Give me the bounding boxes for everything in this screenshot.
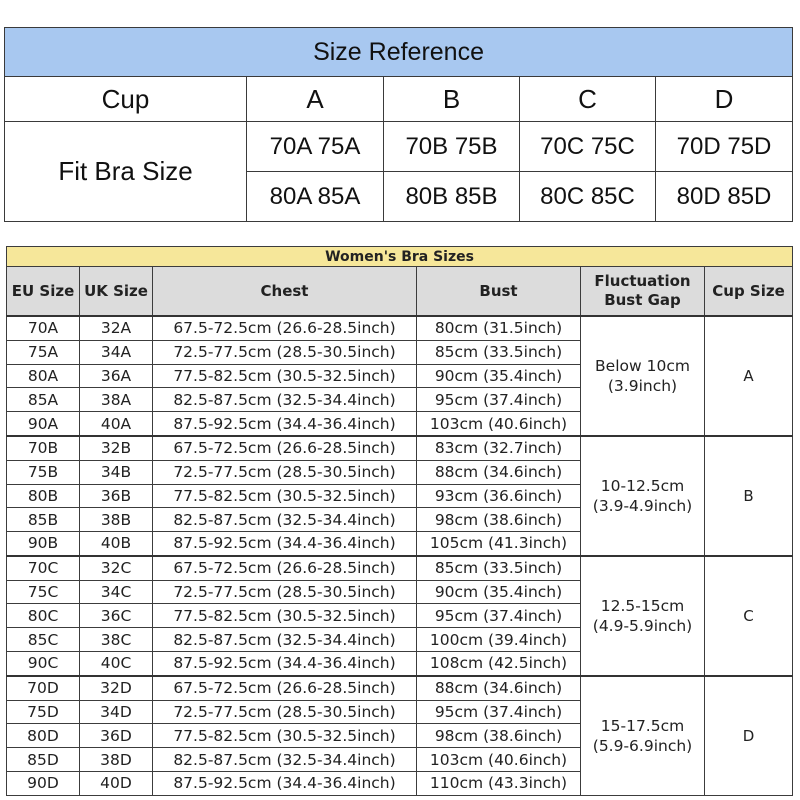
- uk-size-header: UK Size: [80, 267, 153, 317]
- eu-size-cell: 90D: [7, 771, 80, 795]
- bra-sizes-title: Women's Bra Sizes: [7, 247, 793, 267]
- eu-size-cell: 80B: [7, 484, 80, 508]
- uk-size-cell: 38D: [80, 748, 153, 772]
- eu-size-cell: 75B: [7, 460, 80, 484]
- chest-cell: 82.5-87.5cm (32.5-34.4inch): [153, 748, 417, 772]
- cup-size-cell: A: [705, 316, 793, 436]
- bra-sizes-body: [7, 316, 793, 796]
- bust-header: Bust: [417, 267, 581, 317]
- bust-gap-cell: 10-12.5cm (3.9-4.9inch): [581, 436, 705, 556]
- chest-cell: 72.5-77.5cm (28.5-30.5inch): [153, 460, 417, 484]
- bust-cell: 110cm (43.3inch): [417, 771, 581, 795]
- chest-cell: 67.5-72.5cm (26.6-28.5inch): [153, 556, 417, 580]
- eu-size-cell: 70D: [7, 676, 80, 700]
- eu-size-cell: 70A: [7, 316, 80, 340]
- eu-size-cell: 75A: [7, 340, 80, 364]
- chest-cell: 82.5-87.5cm (32.5-34.4inch): [153, 628, 417, 652]
- uk-size-cell: 40D: [80, 771, 153, 795]
- chest-cell: 87.5-92.5cm (34.4-36.4inch): [153, 771, 417, 795]
- bust-cell: 95cm (37.4inch): [417, 388, 581, 412]
- fit-b-row1: 70B 75B: [384, 122, 520, 172]
- uk-size-cell: 34D: [80, 700, 153, 724]
- chest-cell: 72.5-77.5cm (28.5-30.5inch): [153, 580, 417, 604]
- chest-cell: 72.5-77.5cm (28.5-30.5inch): [153, 340, 417, 364]
- chest-cell: 77.5-82.5cm (30.5-32.5inch): [153, 724, 417, 748]
- uk-size-cell: 36C: [80, 604, 153, 628]
- table-row: [7, 436, 793, 460]
- cup-size-cell: D: [705, 676, 793, 796]
- cup-size-header: Cup Size: [705, 267, 793, 317]
- eu-size-cell: 70C: [7, 556, 80, 580]
- chest-cell: 67.5-72.5cm (26.6-28.5inch): [153, 436, 417, 460]
- bust-cell: 90cm (35.4inch): [417, 364, 581, 388]
- bust-cell: 98cm (38.6inch): [417, 508, 581, 532]
- fit-c-row1: 70C 75C: [520, 122, 656, 172]
- bust-cell: 95cm (37.4inch): [417, 604, 581, 628]
- cup-a-header: A: [247, 77, 384, 122]
- table-row: [7, 556, 793, 580]
- eu-size-cell: 80C: [7, 604, 80, 628]
- uk-size-cell: 36D: [80, 724, 153, 748]
- chest-cell: 77.5-82.5cm (30.5-32.5inch): [153, 484, 417, 508]
- uk-size-cell: 32B: [80, 436, 153, 460]
- eu-size-cell: 75C: [7, 580, 80, 604]
- eu-size-cell: 80A: [7, 364, 80, 388]
- bust-cell: 93cm (36.6inch): [417, 484, 581, 508]
- eu-size-cell: 75D: [7, 700, 80, 724]
- table-row: [7, 316, 793, 340]
- bust-cell: 108cm (42.5inch): [417, 652, 581, 676]
- bust-cell: 85cm (33.5inch): [417, 556, 581, 580]
- uk-size-cell: 38C: [80, 628, 153, 652]
- cup-size-cell: C: [705, 556, 793, 676]
- bust-cell: 105cm (41.3inch): [417, 532, 581, 556]
- bust-cell: 103cm (40.6inch): [417, 412, 581, 436]
- chest-header: Chest: [153, 267, 417, 317]
- fit-a-row2: 80A 85A: [247, 172, 384, 222]
- uk-size-cell: 34A: [80, 340, 153, 364]
- chest-cell: 82.5-87.5cm (32.5-34.4inch): [153, 508, 417, 532]
- cup-size-cell: B: [705, 436, 793, 556]
- uk-size-cell: 40C: [80, 652, 153, 676]
- uk-size-cell: 36B: [80, 484, 153, 508]
- bust-cell: 85cm (33.5inch): [417, 340, 581, 364]
- chest-cell: 77.5-82.5cm (30.5-32.5inch): [153, 604, 417, 628]
- chest-cell: 77.5-82.5cm (30.5-32.5inch): [153, 364, 417, 388]
- fit-b-row2: 80B 85B: [384, 172, 520, 222]
- bust-cell: 80cm (31.5inch): [417, 316, 581, 340]
- size-reference-title: Size Reference: [5, 28, 793, 77]
- eu-size-cell: 85D: [7, 748, 80, 772]
- eu-size-cell: 70B: [7, 436, 80, 460]
- eu-size-cell: 90B: [7, 532, 80, 556]
- bust-cell: 88cm (34.6inch): [417, 676, 581, 700]
- uk-size-cell: 40A: [80, 412, 153, 436]
- chest-cell: 67.5-72.5cm (26.6-28.5inch): [153, 676, 417, 700]
- table-row: [7, 676, 793, 700]
- bust-gap-cell: 12.5-15cm (4.9-5.9inch): [581, 556, 705, 676]
- bust-cell: 98cm (38.6inch): [417, 724, 581, 748]
- uk-size-cell: 38B: [80, 508, 153, 532]
- cup-d-header: D: [656, 77, 793, 122]
- chest-cell: 87.5-92.5cm (34.4-36.4inch): [153, 532, 417, 556]
- uk-size-cell: 32A: [80, 316, 153, 340]
- eu-size-cell: 85C: [7, 628, 80, 652]
- fit-c-row2: 80C 85C: [520, 172, 656, 222]
- size-reference-table: [4, 27, 793, 222]
- eu-size-cell: 80D: [7, 724, 80, 748]
- womens-bra-sizes-table: [6, 246, 793, 796]
- cup-c-header: C: [520, 77, 656, 122]
- eu-size-cell: 90A: [7, 412, 80, 436]
- bust-cell: 88cm (34.6inch): [417, 460, 581, 484]
- bust-gap-cell: 15-17.5cm (5.9-6.9inch): [581, 676, 705, 796]
- uk-size-cell: 34C: [80, 580, 153, 604]
- bust-cell: 100cm (39.4inch): [417, 628, 581, 652]
- fit-d-row2: 80D 85D: [656, 172, 793, 222]
- uk-size-cell: 40B: [80, 532, 153, 556]
- eu-size-header: EU Size: [7, 267, 80, 317]
- fit-d-row1: 70D 75D: [656, 122, 793, 172]
- eu-size-cell: 90C: [7, 652, 80, 676]
- uk-size-cell: 32C: [80, 556, 153, 580]
- cup-header: Cup: [5, 77, 247, 122]
- chest-cell: 67.5-72.5cm (26.6-28.5inch): [153, 316, 417, 340]
- uk-size-cell: 36A: [80, 364, 153, 388]
- cup-b-header: B: [384, 77, 520, 122]
- chest-cell: 87.5-92.5cm (34.4-36.4inch): [153, 412, 417, 436]
- chest-cell: 72.5-77.5cm (28.5-30.5inch): [153, 700, 417, 724]
- bust-cell: 90cm (35.4inch): [417, 580, 581, 604]
- eu-size-cell: 85A: [7, 388, 80, 412]
- bust-cell: 83cm (32.7inch): [417, 436, 581, 460]
- uk-size-cell: 32D: [80, 676, 153, 700]
- bust-gap-cell: Below 10cm (3.9inch): [581, 316, 705, 436]
- eu-size-cell: 85B: [7, 508, 80, 532]
- chest-cell: 82.5-87.5cm (32.5-34.4inch): [153, 388, 417, 412]
- fit-a-row1: 70A 75A: [247, 122, 384, 172]
- uk-size-cell: 34B: [80, 460, 153, 484]
- uk-size-cell: 38A: [80, 388, 153, 412]
- fit-bra-size-label: Fit Bra Size: [5, 122, 247, 222]
- chest-cell: 87.5-92.5cm (34.4-36.4inch): [153, 652, 417, 676]
- bust-cell: 103cm (40.6inch): [417, 748, 581, 772]
- bust-gap-header: Fluctuation Bust Gap: [581, 267, 705, 317]
- bust-cell: 95cm (37.4inch): [417, 700, 581, 724]
